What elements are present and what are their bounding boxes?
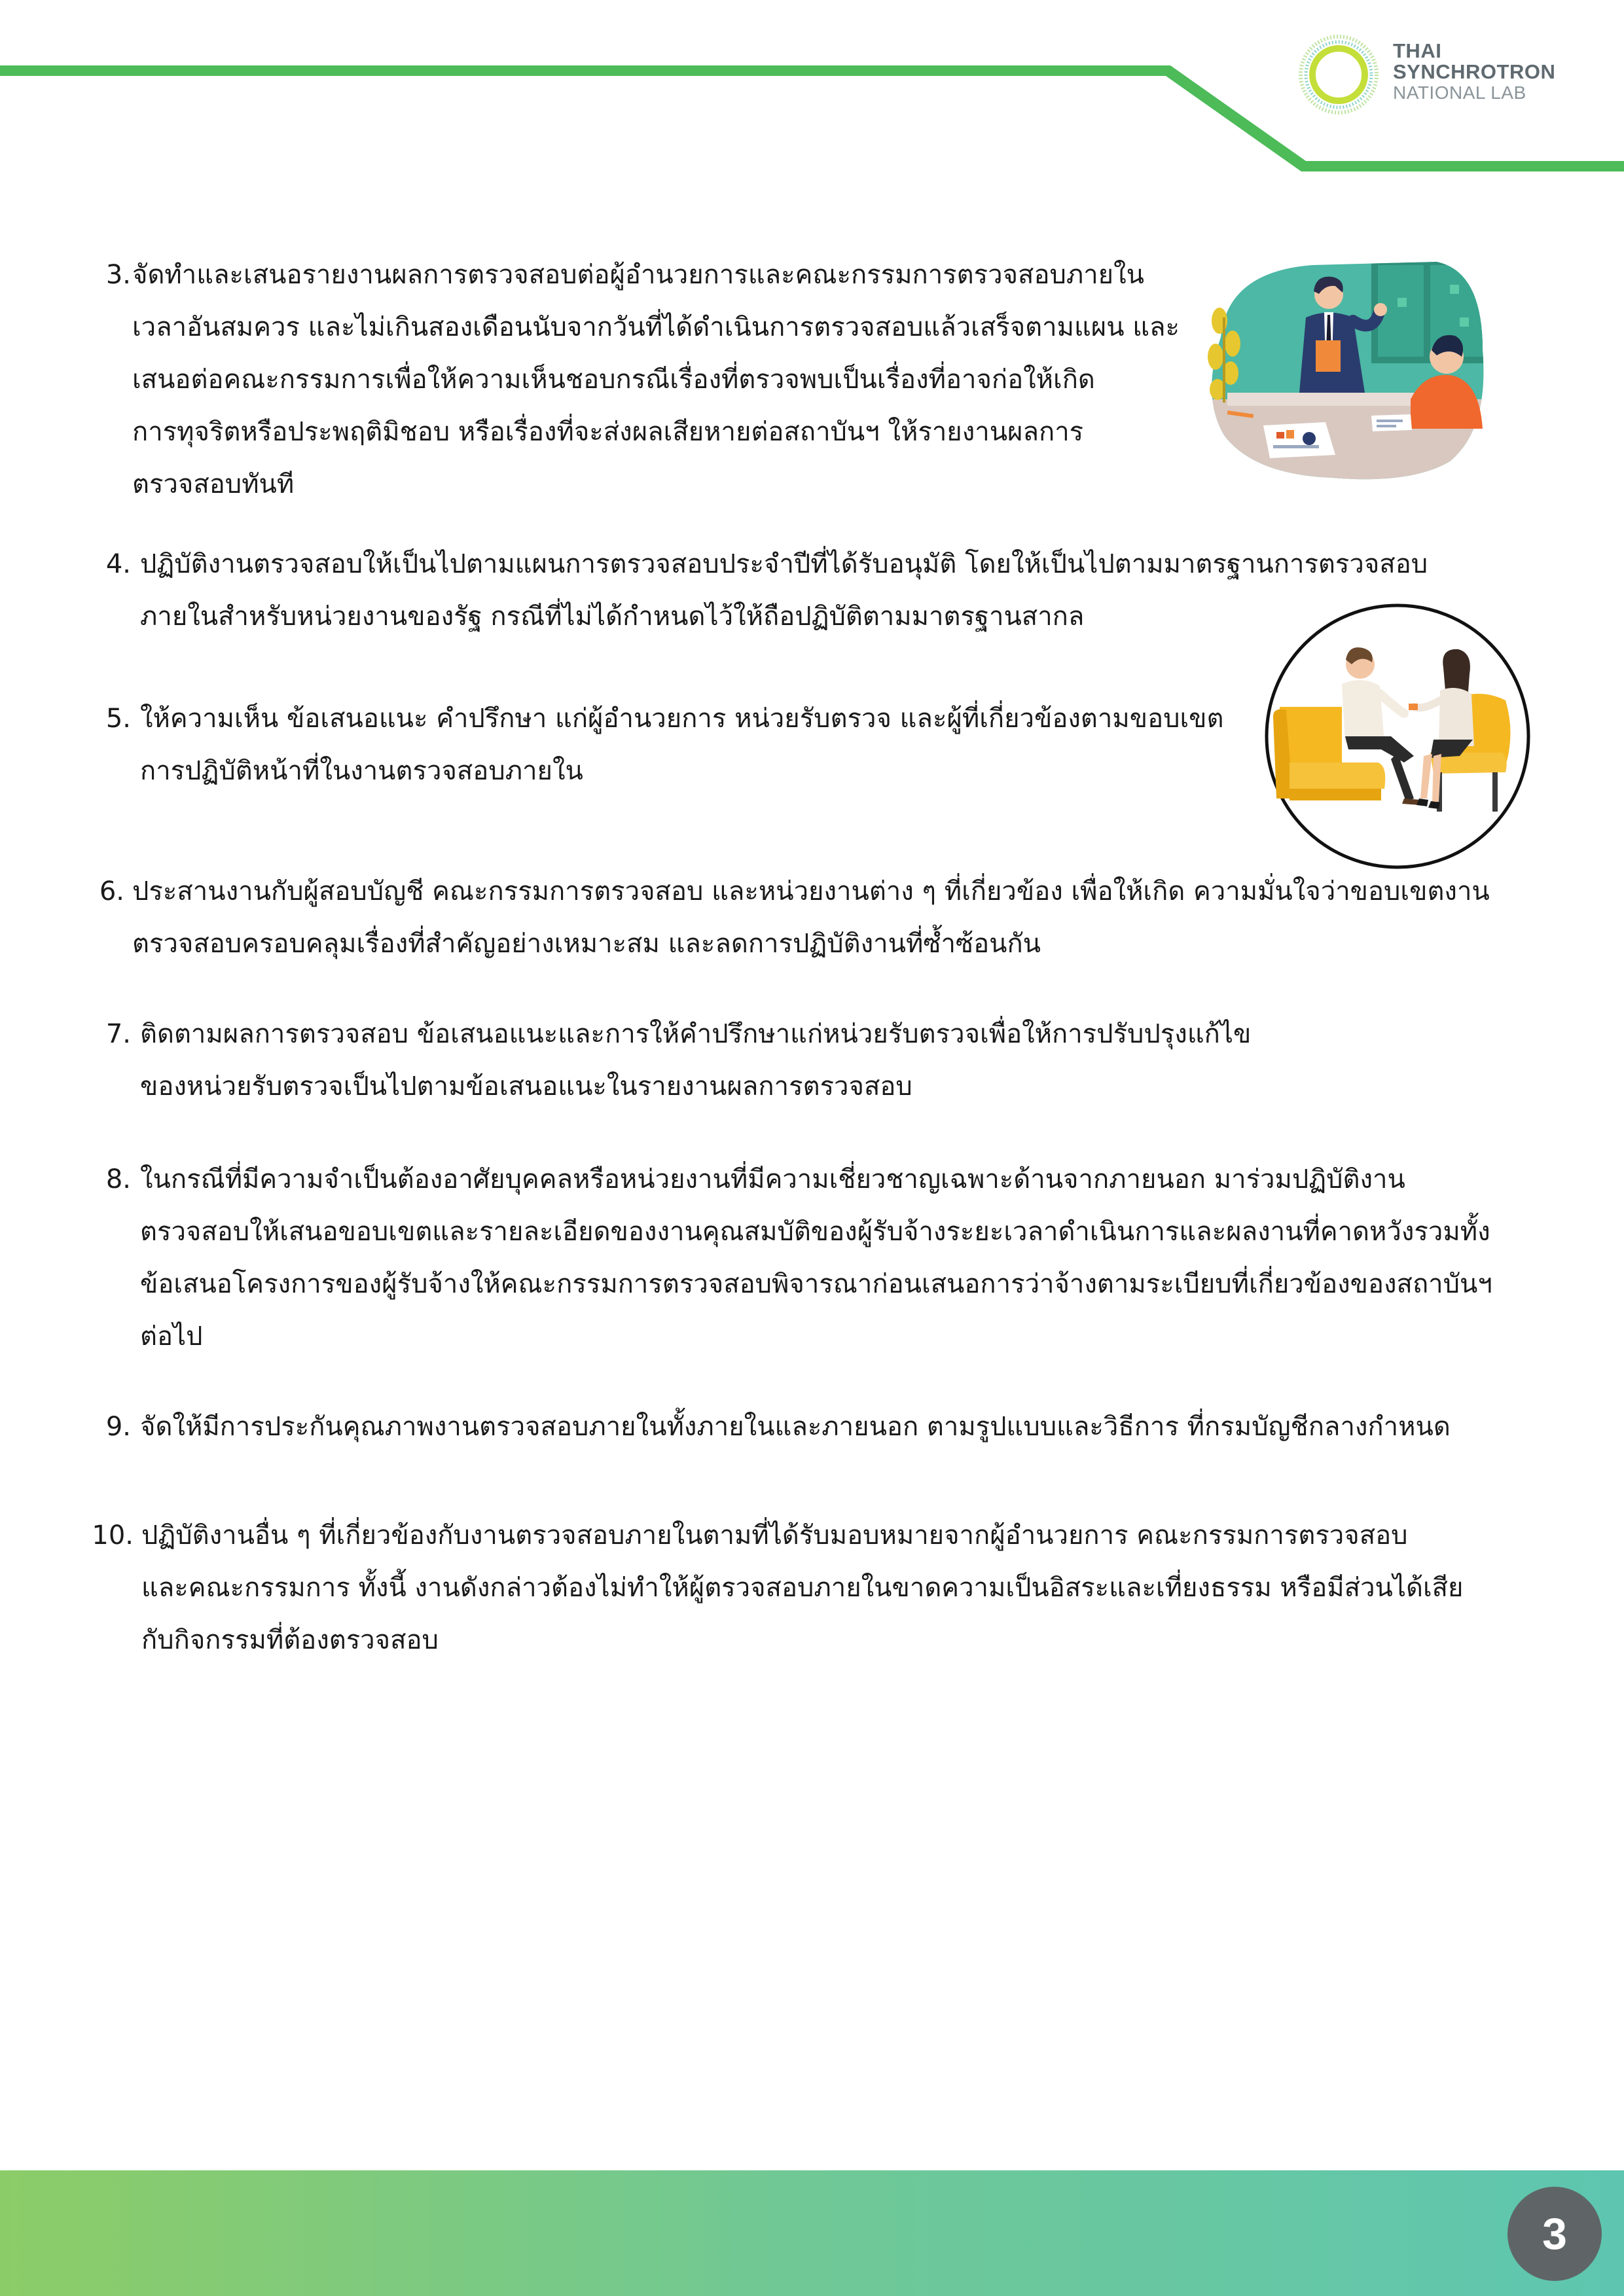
item-line: และคณะกรรมการ ทั้งนี้ งานดังกล่าวต้องไม่ทำให้ผู้ตรวจสอบภายในขาดความเป็นอิสระและเที่ยงธรรม หรือมีส่วนได้เสีย — [141, 1573, 1464, 1603]
logo-text — [1393, 41, 1555, 103]
logo-line-1: THAI — [1393, 39, 1442, 62]
item-line: ภายในสำหรับหน่วยงานของรัฐ กรณีที่ไม่ได้กำหนดไว้ให้ถือปฏิบัติตามมาตรฐานสากล — [140, 601, 1085, 632]
logo-line-2: SYNCHROTRON — [1393, 60, 1556, 83]
item-line: ตรวจสอบทันที — [132, 469, 295, 499]
item-line: กับกิจกรรมที่ต้องตรวจสอบ — [141, 1625, 439, 1655]
item-number: 5. — [105, 704, 131, 734]
item-number: 7. — [105, 1019, 131, 1049]
list-item-3 — [105, 249, 1191, 511]
list-item-10 — [92, 1509, 1525, 1666]
item-number: 6. — [99, 876, 124, 906]
item-line: จัดให้มีการประกันคุณภาพงานตรวจสอบภายในทั้งภายในและภายนอก ตามรูปแบบและวิธีการ ที่กรมบัญชีกลางกำหนด — [140, 1412, 1451, 1442]
list-item-8 — [105, 1153, 1525, 1363]
list-item-6 — [98, 865, 1525, 970]
logo-line-3: NATIONAL LAB — [1393, 82, 1526, 103]
item-line: ตรวจสอบครอบคลุมเรื่องที่สำคัญอย่างเหมาะสม และลดการปฏิบัติงานที่ซ้ำซ้อนกัน — [132, 929, 1041, 959]
item-line: ข้อเสนอโครงการของผู้รับจ้างให้คณะกรรมการตรวจสอบพิจารณาก่อนเสนอการว่าจ้างตามระเบียบที่เกี่ยวข้องของสถาบันฯ — [140, 1269, 1492, 1299]
item-number: 10. — [92, 1520, 134, 1551]
page-number: 3 — [1542, 2209, 1567, 2259]
item-line: ปฏิบัติงานอื่น ๆ ที่เกี่ยวข้องกับงานตรวจสอบภายในตามที่ได้รับมอบหมายจากผู้อำนวยการ คณะกรรมการตรวจสอบ — [141, 1520, 1408, 1551]
page-number-badge — [1507, 2187, 1602, 2281]
item-line: ต่อไป — [140, 1321, 203, 1352]
item-line: การทุจริตหรือประพฤติมิชอบ หรือเรื่องที่จะส่งผลเสียหายต่อสถาบันฯ ให้รายงานผลการ — [132, 417, 1084, 447]
list-item-7 — [105, 1008, 1525, 1113]
item-line: การปฏิบัติหน้าที่ในงานตรวจสอบภายใน — [140, 756, 583, 786]
item-line: ของหน่วยรับตรวจเป็นไปตามข้อเสนอแนะในรายงานผลการตรวจสอบ — [140, 1071, 912, 1102]
item-line: ปฏิบัติงานตรวจสอบให้เป็นไปตามแผนการตรวจสอบประจำปีที่ได้รับอนุมัติ โดยให้เป็นไปตามมาตรฐานการตรวจสอบ — [140, 549, 1428, 579]
item-line: ตรวจสอบให้เสนอขอบเขตและรายละเอียดของงานคุณสมบัติของผู้รับจ้างระยะเวลาดำเนินการและผลงานที่คาดหวังรวมทั้ง — [140, 1217, 1490, 1247]
item-number: 8. — [105, 1164, 131, 1194]
item-line: เสนอต่อคณะกรรมการเพื่อให้ความเห็นชอบกรณีเรื่องที่ตรวจพบเป็นเรื่องที่อาจก่อให้เกิด — [132, 365, 1095, 395]
consultation-illustration — [1263, 602, 1532, 870]
list-item-9 — [105, 1401, 1525, 1453]
footer-bar — [0, 2170, 1624, 2296]
item-line: ในกรณีที่มีความจำเป็นต้องอาศัยบุคคลหรือหน่วยงานที่มีความเชี่ยวชาญเฉพาะด้านจากภายนอก มาร่วมปฏิบัติงาน — [140, 1164, 1405, 1194]
item-number: 4. — [105, 549, 131, 579]
item-line: จัดทำและเสนอรายงานผลการตรวจสอบต่อผู้อำนวยการและคณะกรรมการตรวจสอบภายใน — [132, 260, 1144, 290]
list-item-5 — [105, 692, 1263, 797]
item-line: ประสานงานกับผู้สอบบัญชี คณะกรรมการตรวจสอบ และหน่วยงานต่าง ๆ ที่เกี่ยวข้อง เพื่อให้เกิด ความมั่นใจว่าขอบเขตงาน — [132, 876, 1490, 906]
item-number: 3. — [105, 260, 131, 290]
item-line: เวลาอันสมควร และไม่เกินสองเดือนนับจากวันที่ได้ดำเนินการตรวจสอบแล้วเสร็จตามแผน และ — [132, 312, 1180, 342]
item-line: ให้ความเห็น ข้อเสนอแนะ คำปรึกษา แก่ผู้อำนวยการ หน่วยรับตรวจ และผู้ที่เกี่ยวข้องตามขอบเขต — [140, 704, 1224, 734]
item-number: 9. — [105, 1412, 131, 1442]
office-meeting-illustration — [1201, 259, 1489, 484]
item-line: ติดตามผลการตรวจสอบ ข้อเสนอแนะและการให้คำปรึกษาแก่หน่วยรับตรวจเพื่อให้การปรับปรุงแก้ไข — [140, 1019, 1252, 1049]
